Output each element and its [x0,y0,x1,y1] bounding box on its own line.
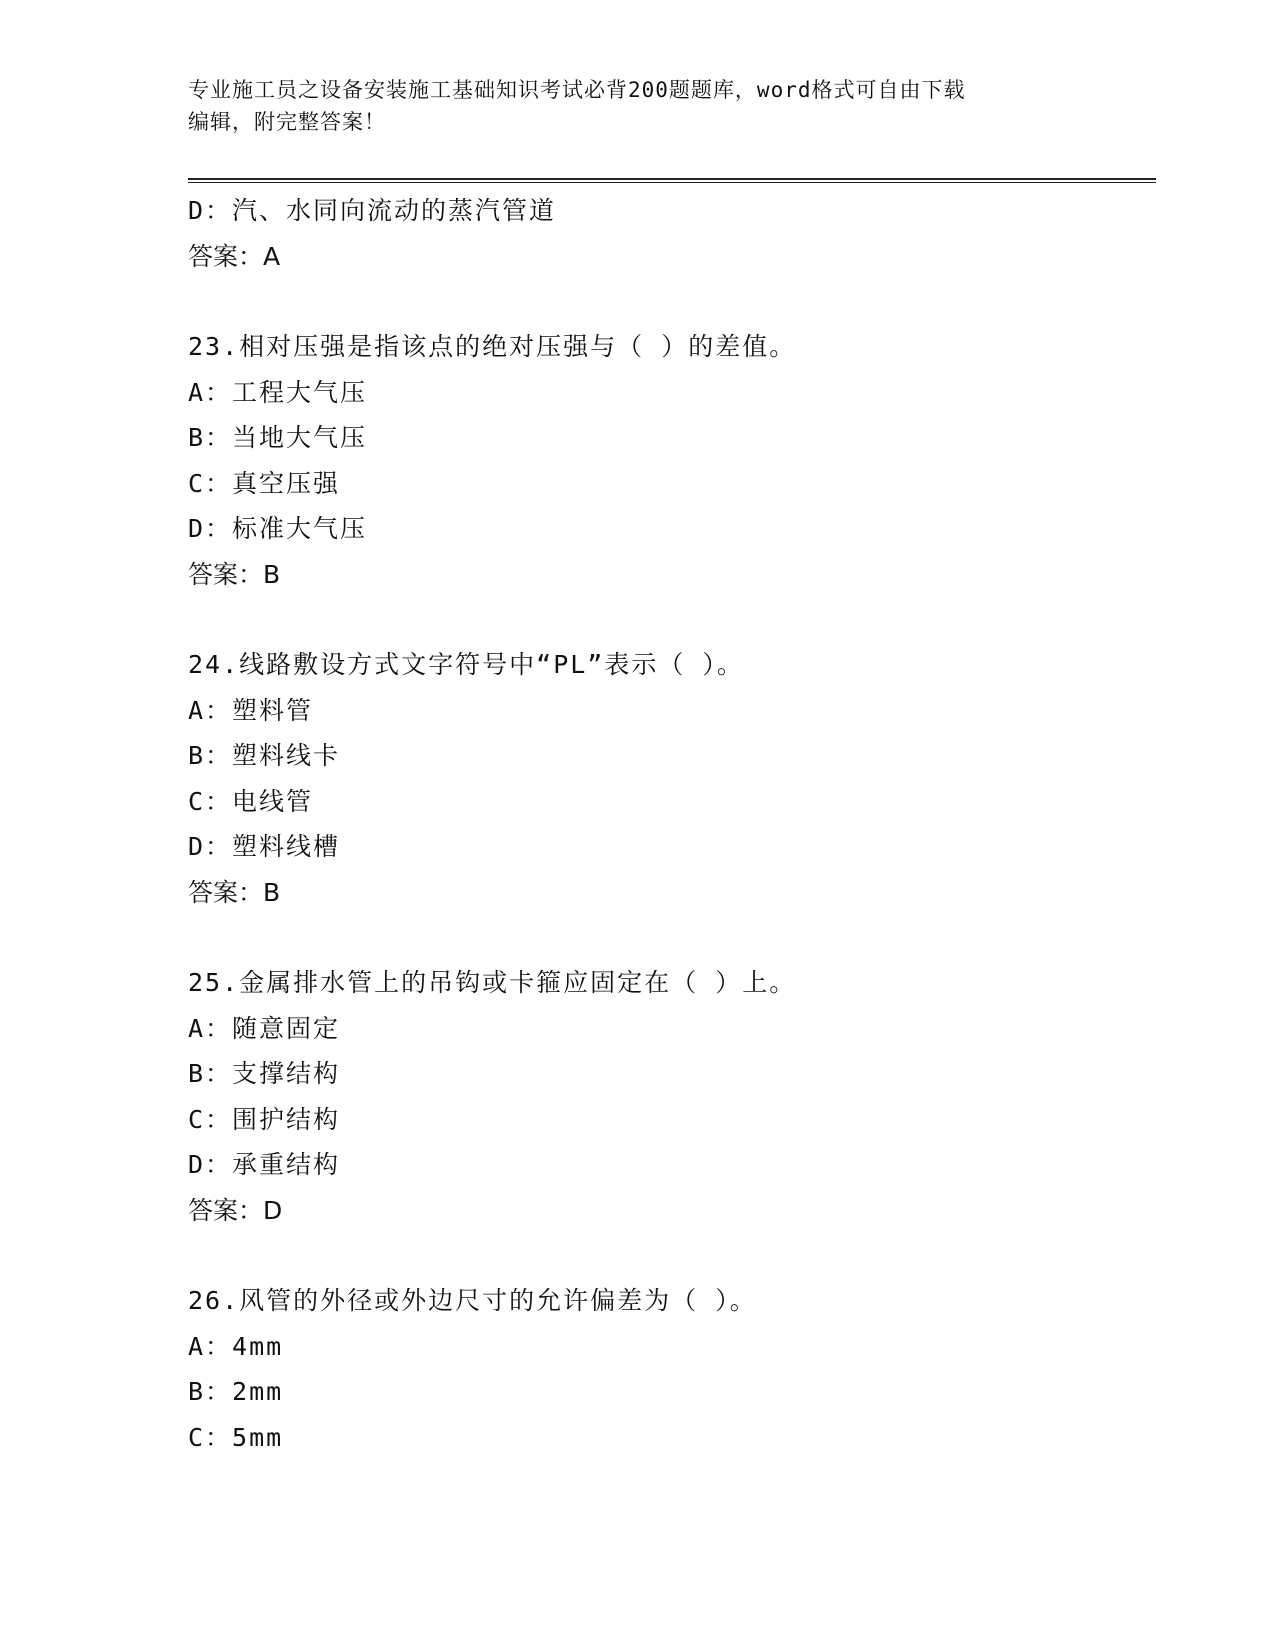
question-text: 26.风管的外径或外边尺寸的允许偏差为（ ）。 [188,1286,757,1315]
option-a: A：4mm [188,1331,284,1361]
option-d: D：塑料线槽 [188,832,341,861]
question-text: 24.线路敷设方式文字符号中“PL”表示（ ）。 [188,650,744,679]
answer-line: 答案：B [188,559,281,589]
option-a: A：塑料管 [188,695,314,725]
question-block-24 [188,642,1156,915]
option-b: B：塑料线卡 [188,741,341,770]
document-header [188,74,1068,138]
question-list [188,188,1156,1460]
question-text: 23.相对压强是指该点的绝对压强与（ ）的差值。 [188,332,797,361]
option-b: B：当地大气压 [188,423,368,452]
header-divider [188,178,1156,183]
option-c: C：围护结构 [188,1104,341,1134]
option-c: C：真空压强 [188,468,341,498]
option-a: A：随意固定 [188,1013,341,1043]
question-block-25 [188,960,1156,1233]
answer-line: 答案：A [188,241,281,271]
question-text: 25.金属排水管上的吊钩或卡箍应固定在（ ）上。 [188,968,797,997]
option-d: D：承重结构 [188,1150,341,1179]
answer-line: 答案：B [188,877,281,907]
header-title-line-2: 编辑，附完整答案！ [188,110,386,134]
answer-line: 答案：D [188,1195,283,1225]
option-b: B：支撑结构 [188,1059,341,1088]
question-block-22 [188,188,1156,279]
option-d: D：标准大气压 [188,514,368,543]
option-c: C：5mm [188,1422,284,1452]
option-c: C：电线管 [188,786,314,816]
question-block-23 [188,324,1156,597]
option-b: B：2mm [188,1377,284,1406]
header-title-line-1: 专业施工员之设备安装施工基础知识考试必背200题题库，word格式可自由下载 [188,78,966,102]
option-a: A：工程大气压 [188,377,368,407]
question-block-26 [188,1278,1156,1460]
option-d: D：汽、水同向流动的蒸汽管道 [188,196,557,225]
